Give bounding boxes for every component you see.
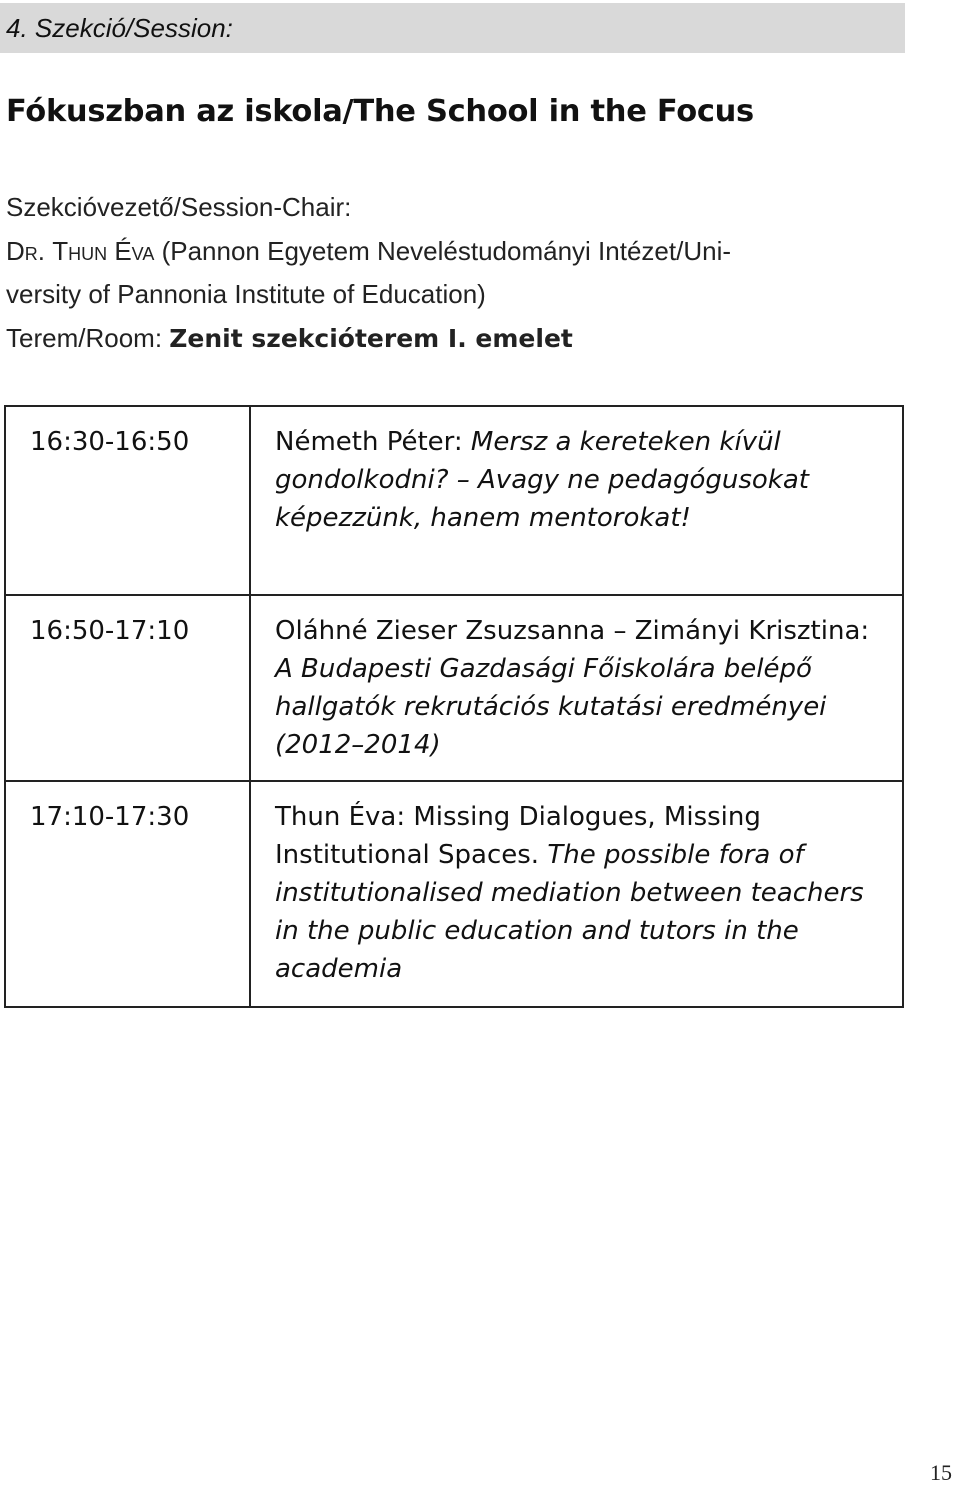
session-header xyxy=(0,3,905,53)
talk-authors: Thun Éva: Missing Dialogues, Missing Institutional Spaces. xyxy=(275,802,761,870)
talk-authors: Németh Péter: xyxy=(275,427,463,457)
schedule-row xyxy=(5,406,903,595)
schedule-time: 16:30-16:50 xyxy=(5,406,250,595)
chair-name-prefix: Dr. xyxy=(6,235,45,266)
session-title: Fókuszban az iskola/The School in the Focus xyxy=(6,94,754,129)
schedule-table xyxy=(4,405,904,1008)
talk-authors: Oláhné Zieser Zsuzsanna – Zimányi Krisztina: xyxy=(275,616,870,646)
schedule-row xyxy=(5,595,903,781)
talk-title: A Budapesti Gazdasági Főiskolára belépő hallgatók rekrutációs kutatási eredményei (2012–2014) xyxy=(275,654,827,760)
session-label: 4. Szekció/Session: xyxy=(6,12,233,43)
schedule-row xyxy=(5,781,903,1007)
room-value: Zenit szekcióterem I. emelet xyxy=(169,323,573,353)
room-line xyxy=(6,317,906,361)
page-number: 15 xyxy=(930,1460,952,1485)
schedule-time: 17:10-17:30 xyxy=(5,781,250,1007)
chair-affiliation-line1: (Pannon Egyetem Neveléstudományi Intézet/Uni- xyxy=(161,235,732,266)
chair-name: Thun Éva xyxy=(52,235,155,266)
chair-line-1 xyxy=(6,230,906,274)
talk-title: Mersz a kereteken kívül gondolkodni? – Avagy ne pedagógusokat képezzünk, hanem mentorokat! xyxy=(275,427,809,533)
chair-label: Szekcióvezető/Session-Chair: xyxy=(6,192,352,222)
talk-title: The possible fora of institutionalised mediation between teachers in the public education and tutors in the academia xyxy=(275,840,864,984)
room-label: Terem/Room: xyxy=(6,322,163,353)
chair-block xyxy=(6,186,906,360)
schedule-talk xyxy=(250,406,903,595)
chair-affiliation-line2: versity of Pannonia Institute of Education) xyxy=(6,279,486,309)
schedule-talk xyxy=(250,781,903,1007)
schedule-time: 16:50-17:10 xyxy=(5,595,250,781)
schedule-talk xyxy=(250,595,903,781)
